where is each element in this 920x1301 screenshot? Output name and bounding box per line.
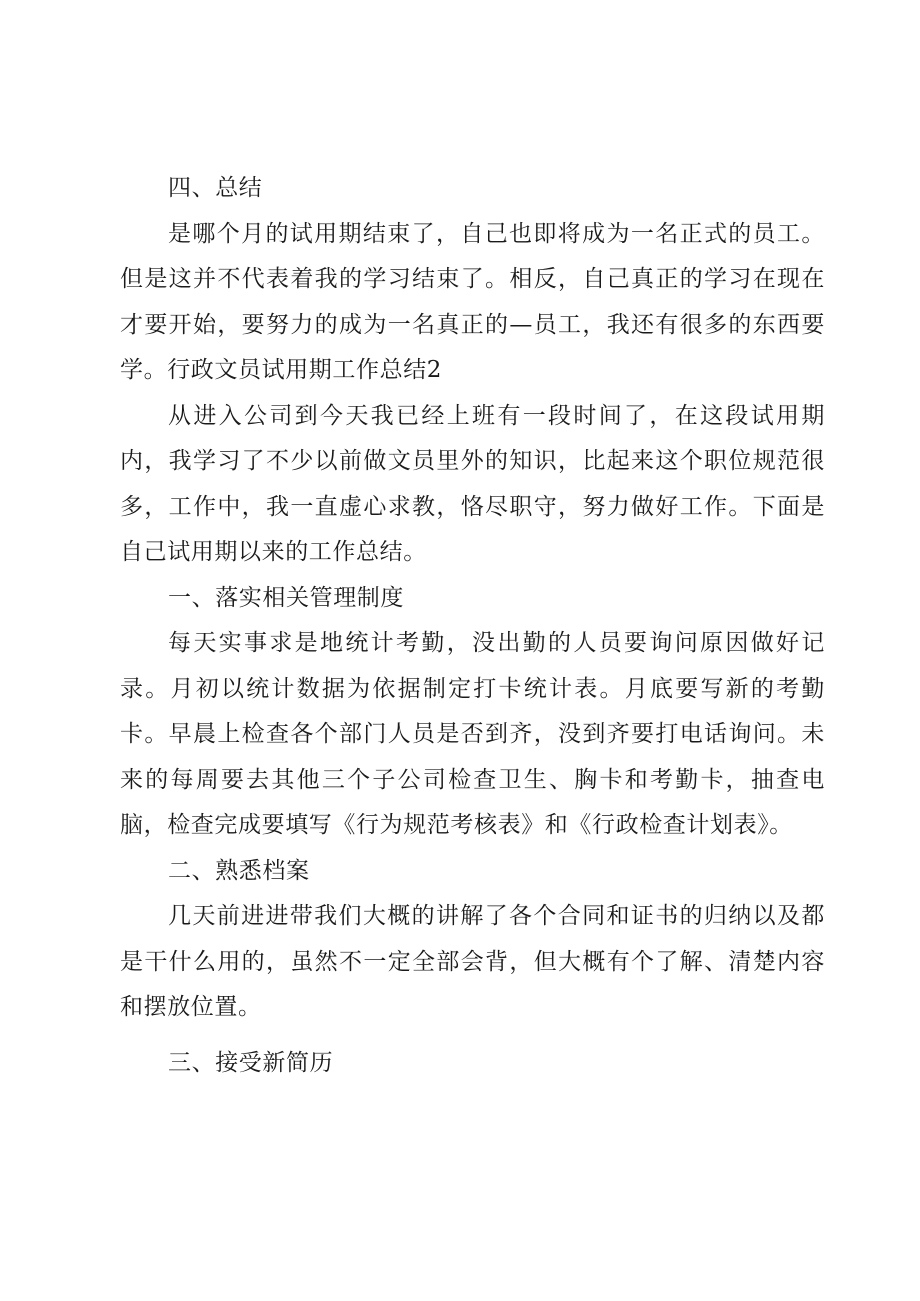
paragraph-summary: 是哪个月的试用期结束了，自己也即将成为一名正式的员工。但是这并不代表着我的学习结束了。相反，自己真正的学习在现在才要开始，要努力的成为一名真正的—员工，我还有很多的东西要学。行政文员试用期工作总结2 — [120, 220, 825, 383]
section-heading-summary: 四、总结 — [168, 175, 263, 201]
paragraph-archives: 几天前进进带我们大概的讲解了各个合同和证书的归纳以及都是干什么用的，虽然不一定全部会背，但大概有个了解、清楚内容和摆放位置。 — [120, 903, 825, 1020]
document-body — [120, 166, 825, 1086]
paragraph-intro: 从进入公司到今天我已经上班有一段时间了，在这段试用期内，我学习了不少以前做文员里外的知识，比起来这个职位规范很多，工作中，我一直虚心求教，恪尽职守，努力做好工作。下面是自己试用期以来的工作总结。 — [120, 402, 825, 565]
section-heading-resumes: 三、接受新简历 — [168, 1049, 334, 1076]
section-heading-archives: 二、熟悉档案 — [168, 857, 310, 884]
section-heading-management: 一、落实相关管理制度 — [168, 584, 404, 611]
paragraph-management: 每天实事求是地统计考勤，没出勤的人员要询问原因做好记录。月初以统计数据为依据制定打卡统计表。月底要写新的考勤卡。早晨上检查各个部门人员是否到齐，没到齐要打电话询问。未来的每周要去其他三个子公司检查卫生、胸卡和考勤卡，抽查电脑，检查完成要填写《行为规范考核表》和《行政检查计划表》。 — [120, 630, 825, 838]
